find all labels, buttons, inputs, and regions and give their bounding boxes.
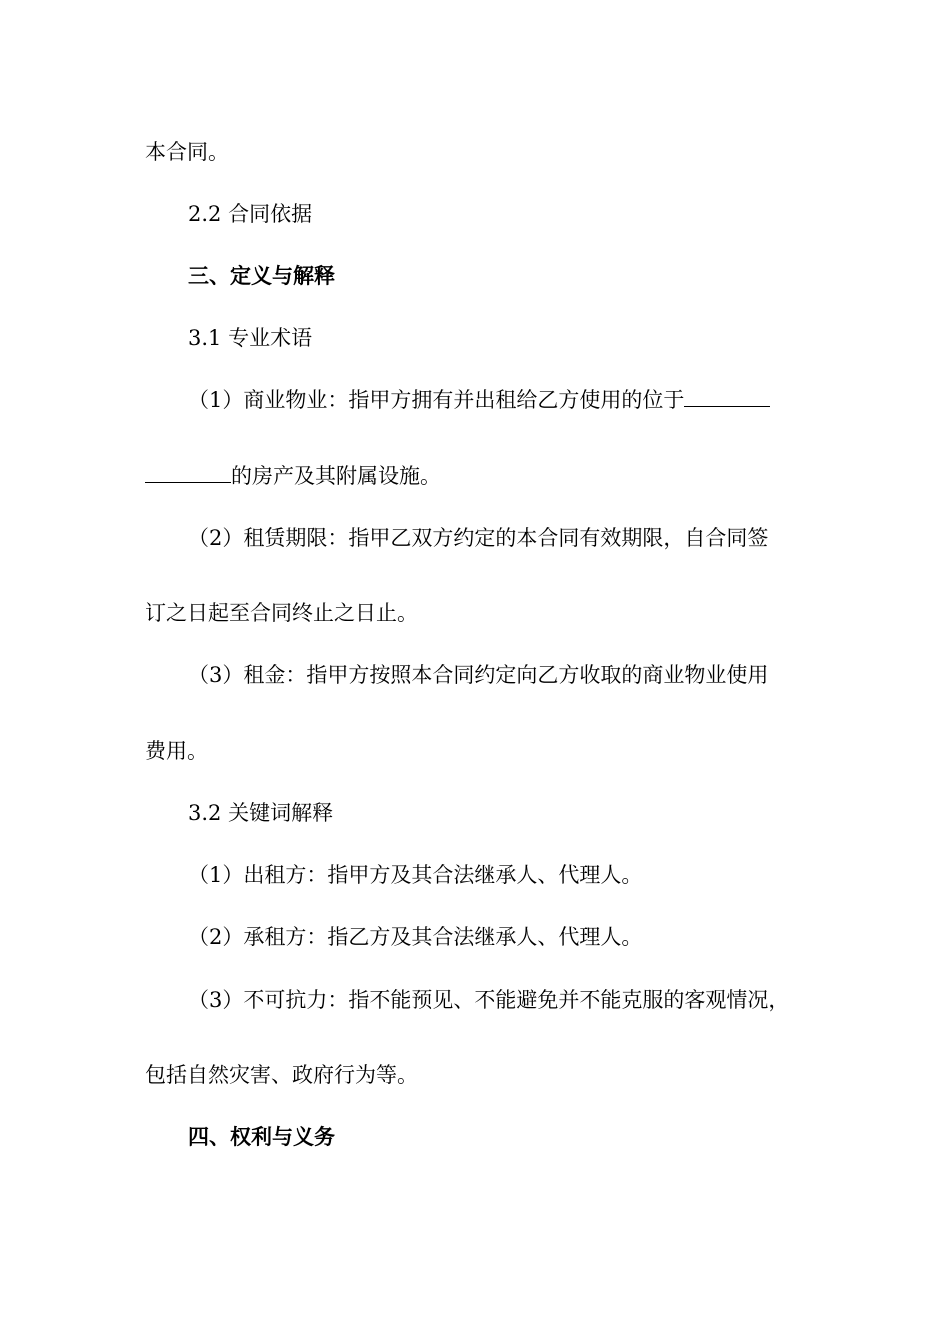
paragraph-line: （2）承租方：指乙方及其合法继承人、代理人。 [188,925,643,949]
paragraph-line: 本合同。 [145,140,229,164]
paragraph-line [188,386,770,414]
subsection-heading: 2.2 合同依据 [188,202,313,226]
section-heading: 四、权利与义务 [188,1125,335,1149]
paragraph-line: 包括自然灾害、政府行为等。 [145,1063,418,1087]
paragraph-line: 订之日起至合同终止之日止。 [145,601,418,625]
paragraph-line: （3）租金：指甲方按照本合同约定向乙方收取的商业物业使用 [188,663,769,687]
paragraph-line: （3）不可抗力：指不能预见、不能避免并不能克服的客观情况， [188,988,790,1012]
subsection-heading: 3.1 专业术语 [188,326,313,350]
fill-in-blank [684,386,770,407]
subsection-heading: 3.2 关键词解释 [188,801,334,825]
fill-in-blank [145,462,231,483]
paragraph-line [145,462,441,490]
paragraph-line: （1）出租方：指甲方及其合法继承人、代理人。 [188,863,643,887]
paragraph-text: 的房产及其附属设施。 [231,464,441,488]
section-heading: 三、定义与解释 [188,264,335,288]
paragraph-text: （1）商业物业：指甲方拥有并出租给乙方使用的位于 [188,388,685,412]
paragraph-line: （2）租赁期限：指甲乙双方约定的本合同有效期限，自合同签 [188,526,769,550]
paragraph-line: 费用。 [145,739,208,763]
